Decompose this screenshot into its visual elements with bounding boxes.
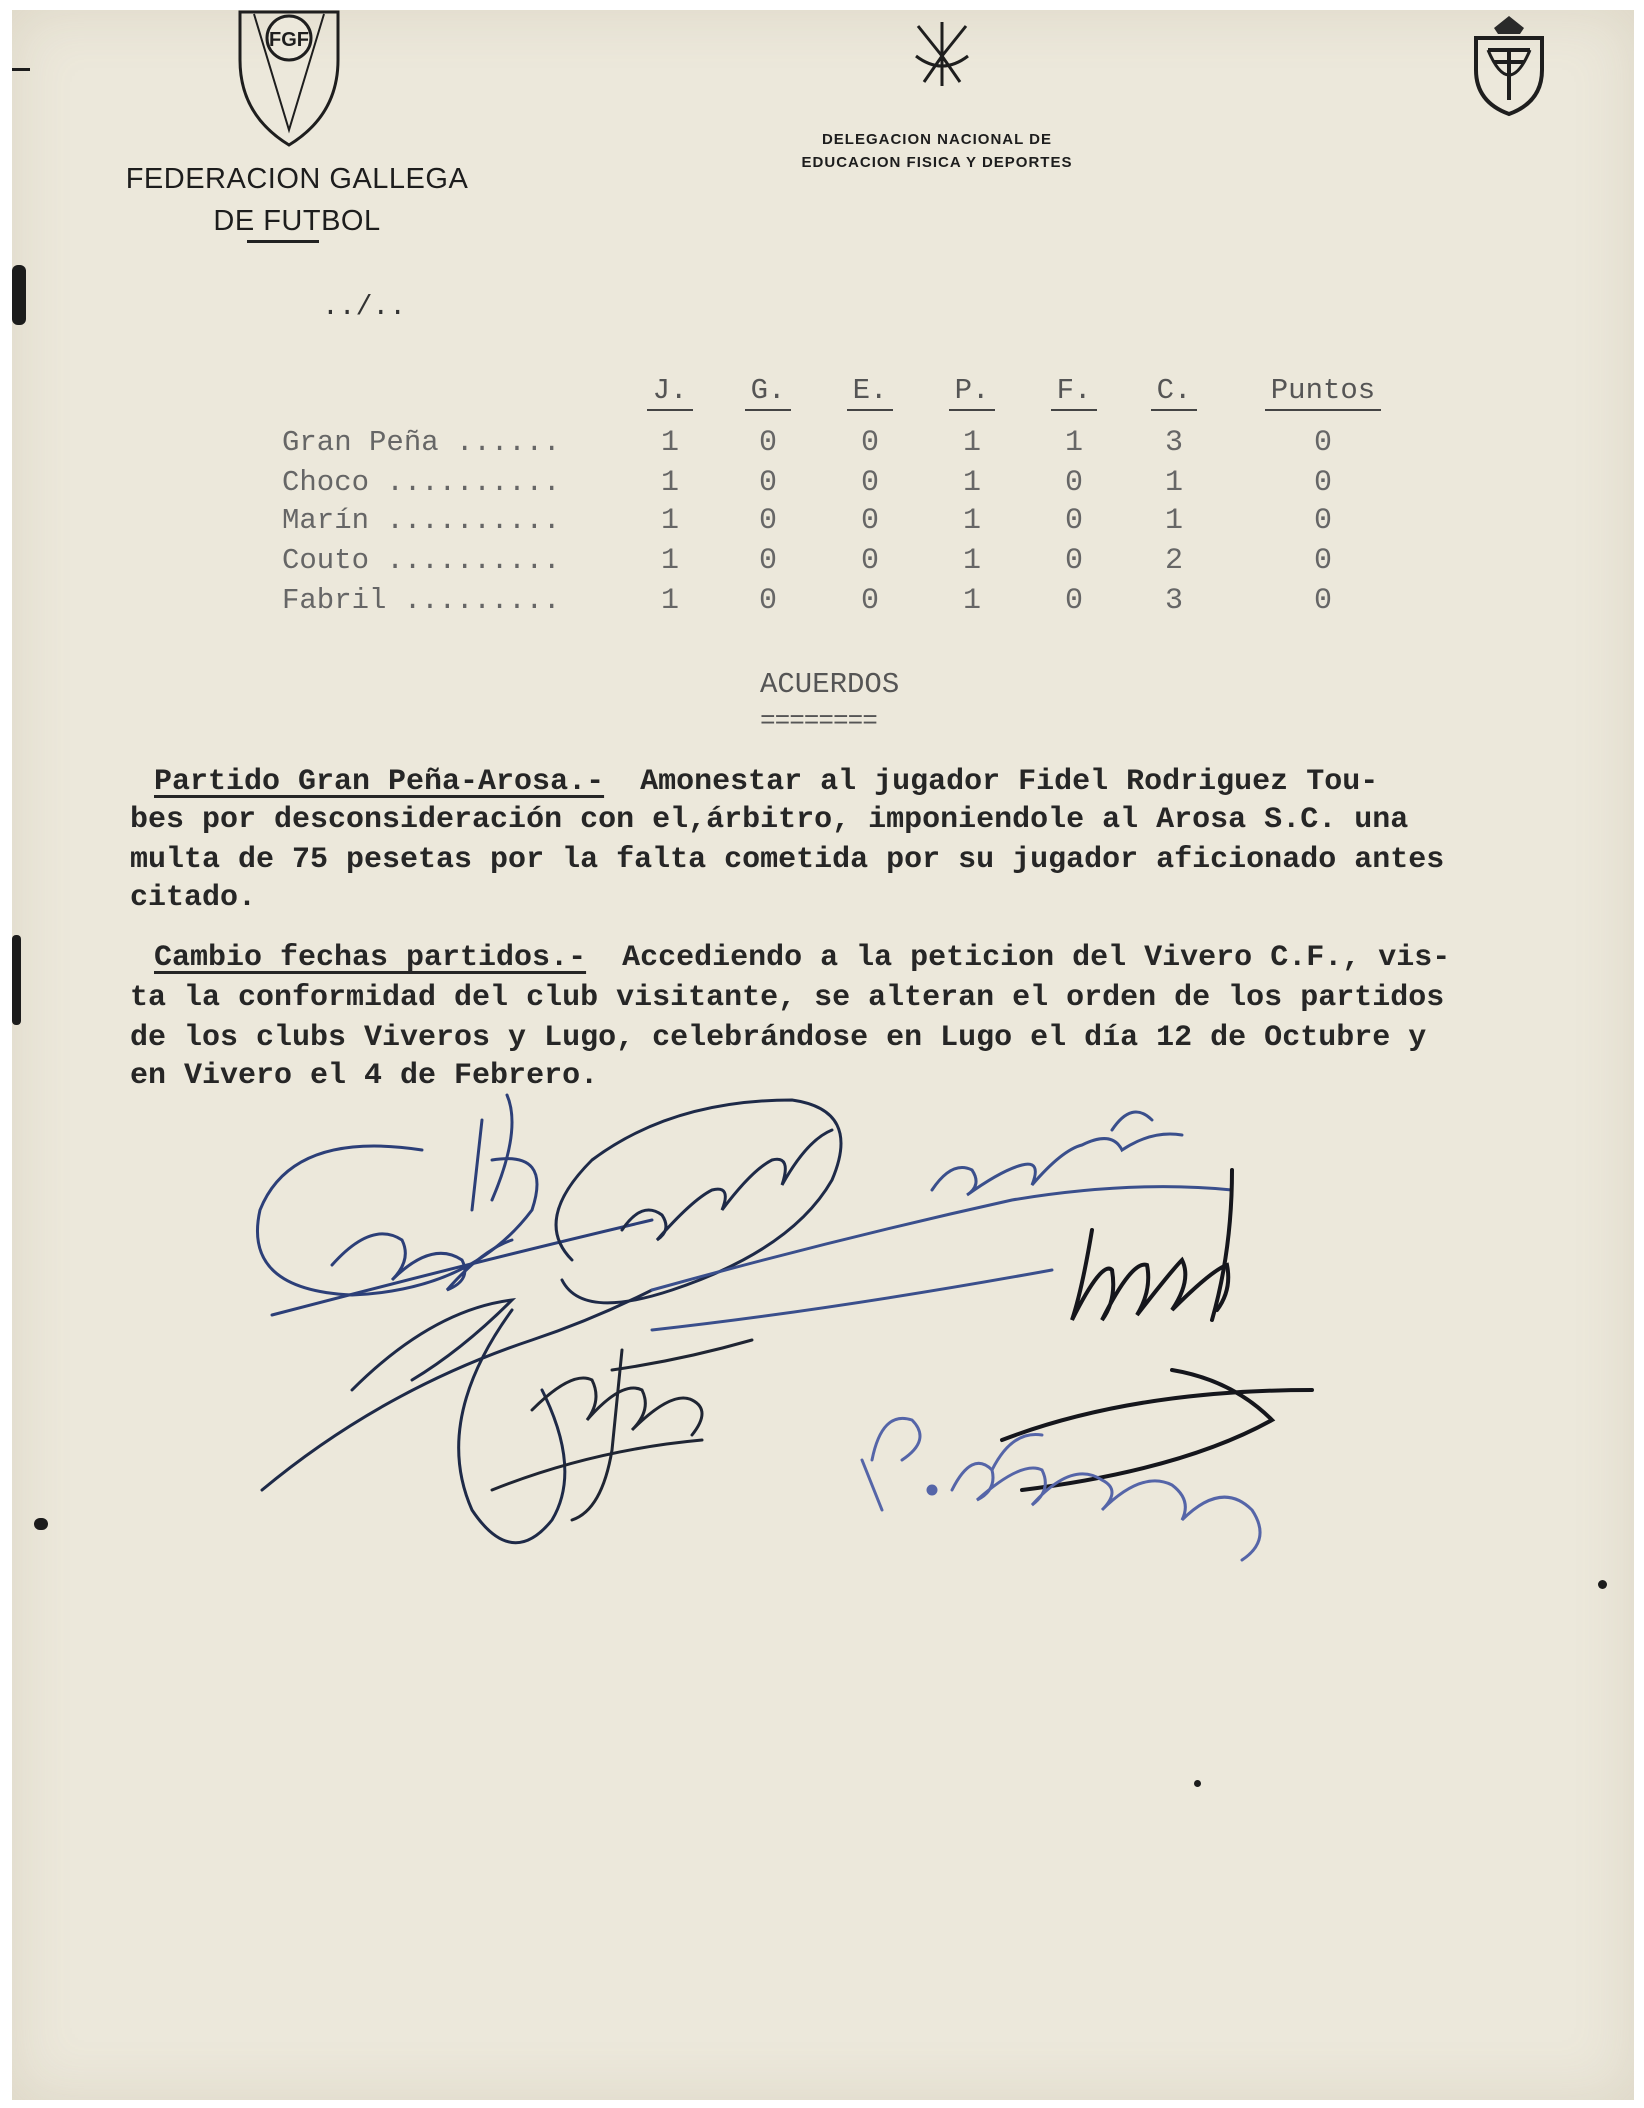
- cell-puntos: 0: [1313, 584, 1332, 618]
- cell-e: 0: [860, 426, 879, 460]
- cell-f: 0: [1064, 584, 1083, 618]
- team-name: Fabril .........: [282, 584, 561, 617]
- punch-mark: [12, 68, 30, 71]
- cell-c: 2: [1164, 544, 1183, 578]
- cell-c: 3: [1164, 426, 1183, 460]
- cell-f: 0: [1064, 504, 1083, 538]
- ink-dot: [1598, 1580, 1607, 1589]
- paragraph-line: bes por desconsideración con el,árbitro, imponiendole al Arosa S.C. una: [130, 803, 1409, 837]
- cell-j: 1: [660, 426, 679, 460]
- cell-j: 1: [660, 504, 679, 538]
- header-rule: [247, 240, 319, 243]
- cell-e: 0: [860, 466, 879, 500]
- federation-name: [107, 158, 487, 242]
- cell-f: 0: [1064, 544, 1083, 578]
- column-header-f: F.: [1034, 374, 1114, 411]
- column-header-e: E.: [830, 374, 910, 411]
- paragraph-line: Partido Gran Peña-Arosa.- Amonestar al jugador Fidel Rodriguez Tou-: [154, 765, 1379, 799]
- team-name: Choco ..........: [282, 466, 561, 499]
- cell-p: 1: [962, 504, 981, 538]
- acuerdos-double-rule: ========: [760, 706, 877, 736]
- cell-g: 0: [758, 544, 777, 578]
- punch-hole: [12, 935, 21, 1025]
- cell-c: 3: [1164, 584, 1183, 618]
- column-header-g: G.: [728, 374, 808, 411]
- column-header-puntos: Puntos: [1248, 374, 1398, 411]
- delegation-heading: [772, 128, 1102, 174]
- cell-j: 1: [660, 544, 679, 578]
- punch-mark: [34, 1518, 48, 1530]
- cell-j: 1: [660, 584, 679, 618]
- column-header-p: P.: [932, 374, 1012, 411]
- svg-text:FGF: FGF: [269, 29, 309, 51]
- paragraph-heading: Partido Gran Peña-Arosa.-: [154, 765, 605, 799]
- cell-puntos: 0: [1313, 466, 1332, 500]
- cell-j: 1: [660, 466, 679, 500]
- cell-c: 1: [1164, 466, 1183, 500]
- cell-f: 1: [1064, 426, 1083, 460]
- cell-f: 0: [1064, 466, 1083, 500]
- paragraph-line: multa de 75 pesetas por la falta cometida por su jugador aficionado antes: [130, 843, 1445, 877]
- team-name: Couto ..........: [282, 544, 561, 577]
- paragraph-line: ta la conformidad del club visitante, se alteran el orden de los partidos: [130, 981, 1445, 1015]
- team-name: Marín ..........: [282, 504, 561, 537]
- signature-2: [262, 1100, 841, 1543]
- cell-e: 0: [860, 544, 879, 578]
- cell-g: 0: [758, 504, 777, 538]
- column-header-c: C.: [1134, 374, 1214, 411]
- cell-p: 1: [962, 584, 981, 618]
- cell-puntos: 0: [1313, 426, 1332, 460]
- federation-shield-emblem: [234, 10, 344, 150]
- ink-dot: [1194, 1780, 1201, 1787]
- paragraph-line: Cambio fechas partidos.- Accediendo a la peticion del Vivero C.F., vis-: [154, 941, 1451, 975]
- cell-g: 0: [758, 426, 777, 460]
- cell-p: 1: [962, 426, 981, 460]
- cell-p: 1: [962, 466, 981, 500]
- cell-e: 0: [860, 504, 879, 538]
- signatures-area: [232, 1090, 1432, 1630]
- paragraph-line: de los clubs Viveros y Lugo, celebrándose en Lugo el día 12 de Octubre y: [130, 1021, 1427, 1055]
- paragraph-heading: Cambio fechas partidos.-: [154, 941, 587, 975]
- cell-puntos: 0: [1313, 504, 1332, 538]
- cell-g: 0: [758, 466, 777, 500]
- federation-name-line2: DE FUTBOL: [213, 205, 381, 237]
- continuation-mark: ../..: [322, 292, 407, 323]
- signature-5: [492, 1340, 752, 1520]
- delegation-line1: DELEGACION NACIONAL DE: [821, 131, 1053, 148]
- cell-e: 0: [860, 584, 879, 618]
- paragraph-line: citado.: [130, 881, 257, 915]
- paragraph-line: en Vivero el 4 de Febrero.: [130, 1059, 599, 1093]
- team-name: Gran Peña ......: [282, 426, 561, 459]
- document-page: [12, 10, 1634, 2100]
- cell-p: 1: [962, 544, 981, 578]
- national-federation-crest: [1464, 10, 1554, 120]
- federation-name-line1: FEDERACION GALLEGA: [125, 163, 469, 195]
- signature-4: [1002, 1170, 1312, 1490]
- yoke-arrows-emblem: [902, 16, 982, 91]
- signature-6: [862, 1418, 1260, 1560]
- acuerdos-heading: ACUERDOS: [760, 668, 900, 701]
- punch-hole: [12, 265, 26, 325]
- cell-c: 1: [1164, 504, 1183, 538]
- cell-puntos: 0: [1313, 544, 1332, 578]
- cell-g: 0: [758, 584, 777, 618]
- column-header-j: J.: [630, 374, 710, 411]
- signature-1: [257, 1095, 652, 1315]
- delegation-line2: EDUCACION FISICA Y DEPORTES: [801, 154, 1073, 171]
